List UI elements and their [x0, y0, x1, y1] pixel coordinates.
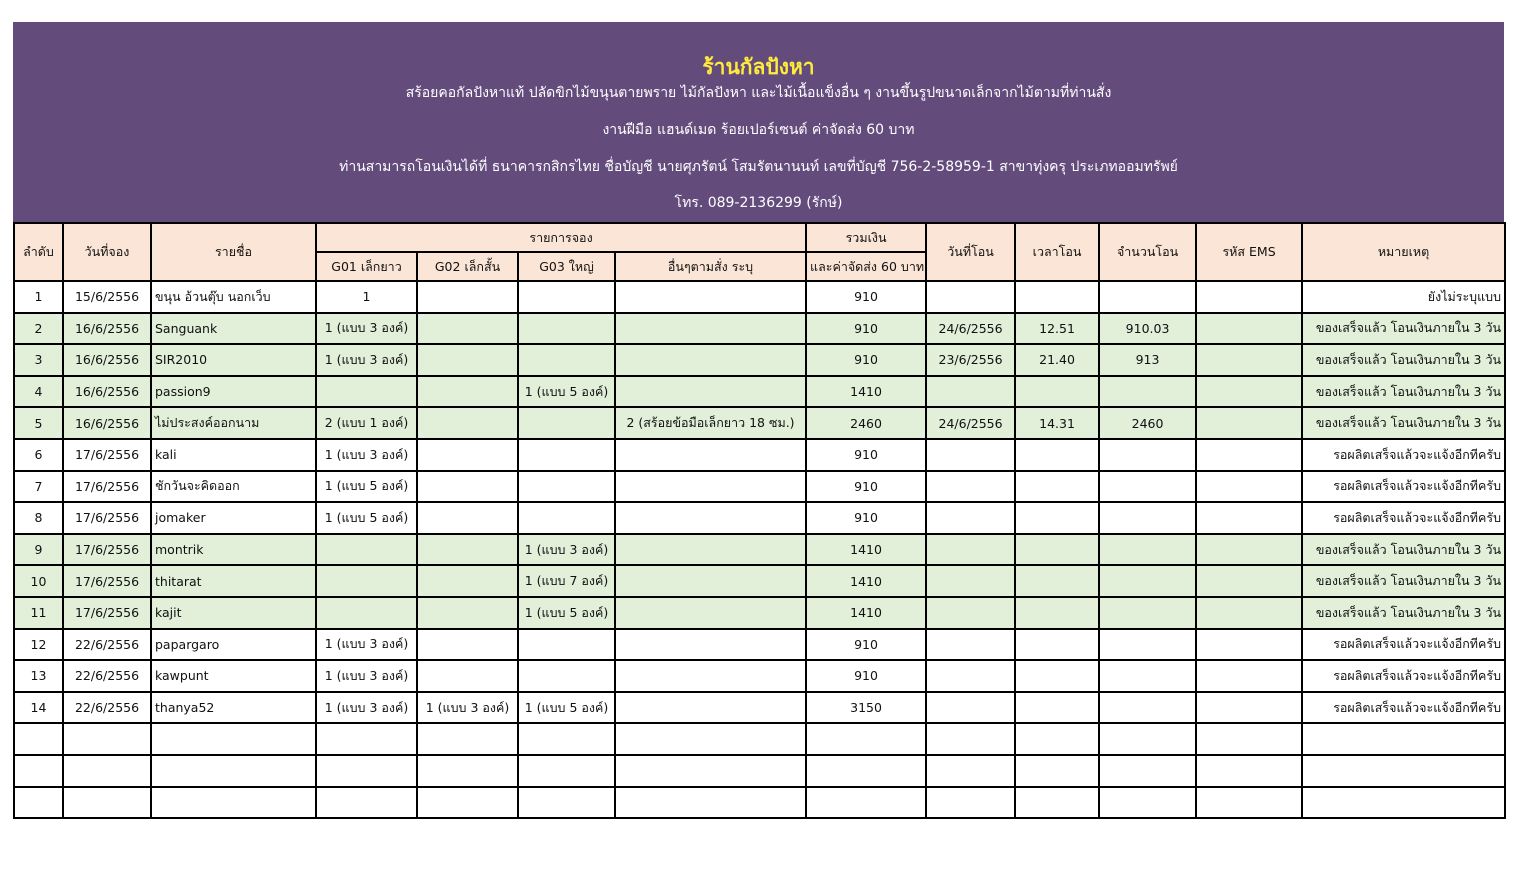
cell-total: 910	[806, 344, 926, 376]
cell-no	[14, 787, 63, 819]
cell-date	[63, 755, 151, 787]
cell-ems	[1196, 439, 1302, 471]
orders-table-body	[14, 281, 1505, 818]
cell-name: thitarat	[151, 565, 316, 597]
col-header-total-top: รวมเงิน	[806, 223, 926, 252]
cell-ems	[1196, 755, 1302, 787]
cell-other	[615, 376, 806, 408]
cell-amount	[1099, 281, 1196, 313]
col-header-total-bottom: และค่าจัดส่ง 60 บาท	[806, 252, 926, 281]
cell-g02	[417, 471, 518, 503]
cell-note: ของเสร็จแล้ว โอนเงินภายใน 3 วัน	[1302, 534, 1505, 566]
cell-name: papargaro	[151, 629, 316, 661]
shop-header	[13, 22, 1504, 222]
cell-other	[615, 565, 806, 597]
cell-other: 2 (สร้อยข้อมือเล็กยาว 18 ซม.)	[615, 407, 806, 439]
cell-transfer-time: 14.31	[1015, 407, 1099, 439]
cell-ems	[1196, 376, 1302, 408]
cell-date	[63, 787, 151, 819]
cell-total: 910	[806, 629, 926, 661]
cell-transfer-date	[926, 755, 1015, 787]
cell-g03	[518, 313, 615, 345]
cell-date: 17/6/2556	[63, 534, 151, 566]
cell-g03	[518, 787, 615, 819]
cell-total: 1410	[806, 597, 926, 629]
cell-date	[63, 723, 151, 755]
cell-date: 16/6/2556	[63, 407, 151, 439]
cell-date: 16/6/2556	[63, 313, 151, 345]
cell-transfer-date	[926, 376, 1015, 408]
cell-g01: 1 (แบบ 3 องค์)	[316, 629, 417, 661]
cell-g02	[417, 629, 518, 661]
cell-total: 3150	[806, 692, 926, 724]
cell-name: kali	[151, 439, 316, 471]
cell-no: 2	[14, 313, 63, 345]
cell-ems	[1196, 692, 1302, 724]
cell-g02	[417, 660, 518, 692]
cell-transfer-time	[1015, 660, 1099, 692]
cell-no: 5	[14, 407, 63, 439]
cell-g02	[417, 376, 518, 408]
table-row	[14, 723, 1505, 755]
cell-total	[806, 723, 926, 755]
cell-no: 8	[14, 502, 63, 534]
table-row	[14, 565, 1505, 597]
cell-transfer-date	[926, 629, 1015, 661]
cell-other	[615, 344, 806, 376]
cell-transfer-date	[926, 565, 1015, 597]
col-header-transfer-date: วันที่โอน	[926, 223, 1015, 281]
cell-transfer-time: 21.40	[1015, 344, 1099, 376]
cell-g03: 1 (แบบ 7 องค์)	[518, 565, 615, 597]
cell-no	[14, 755, 63, 787]
cell-total: 1410	[806, 534, 926, 566]
cell-note: รอผลิตเสร็จแล้วจะแจ้งอีกทีครับ	[1302, 471, 1505, 503]
cell-other	[615, 471, 806, 503]
cell-note: ของเสร็จแล้ว โอนเงินภายใน 3 วัน	[1302, 344, 1505, 376]
cell-no	[14, 723, 63, 755]
cell-note	[1302, 723, 1505, 755]
cell-no: 10	[14, 565, 63, 597]
cell-transfer-time: 12.51	[1015, 313, 1099, 345]
cell-name: SIR2010	[151, 344, 316, 376]
cell-transfer-time	[1015, 629, 1099, 661]
cell-other	[615, 281, 806, 313]
col-header-name: รายชื่อ	[151, 223, 316, 281]
cell-no: 9	[14, 534, 63, 566]
cell-g03: 1 (แบบ 3 องค์)	[518, 534, 615, 566]
cell-g02	[417, 755, 518, 787]
cell-ems	[1196, 281, 1302, 313]
cell-note: ของเสร็จแล้ว โอนเงินภายใน 3 วัน	[1302, 313, 1505, 345]
cell-g02	[417, 344, 518, 376]
cell-g01	[316, 755, 417, 787]
table-row	[14, 597, 1505, 629]
cell-no: 13	[14, 660, 63, 692]
cell-ems	[1196, 534, 1302, 566]
table-row	[14, 407, 1505, 439]
cell-g01: 1 (แบบ 3 องค์)	[316, 660, 417, 692]
cell-amount	[1099, 660, 1196, 692]
cell-amount	[1099, 534, 1196, 566]
cell-g02	[417, 534, 518, 566]
cell-name: montrik	[151, 534, 316, 566]
table-row	[14, 281, 1505, 313]
cell-g03	[518, 344, 615, 376]
orders-table	[13, 222, 1506, 819]
cell-name: ไม่ประสงค์ออกนาม	[151, 407, 316, 439]
cell-g01: 1 (แบบ 3 องค์)	[316, 344, 417, 376]
cell-g01	[316, 376, 417, 408]
cell-amount: 913	[1099, 344, 1196, 376]
cell-amount	[1099, 565, 1196, 597]
cell-name: kawpunt	[151, 660, 316, 692]
cell-g01: 1 (แบบ 3 องค์)	[316, 313, 417, 345]
cell-note: รอผลิตเสร็จแล้วจะแจ้งอีกทีครับ	[1302, 660, 1505, 692]
cell-transfer-date	[926, 723, 1015, 755]
cell-name	[151, 723, 316, 755]
cell-other	[615, 439, 806, 471]
cell-g02	[417, 787, 518, 819]
cell-g03	[518, 407, 615, 439]
cell-no: 3	[14, 344, 63, 376]
cell-total: 910	[806, 660, 926, 692]
cell-transfer-time	[1015, 439, 1099, 471]
cell-total: 2460	[806, 407, 926, 439]
cell-amount	[1099, 439, 1196, 471]
col-header-date: วันที่จอง	[63, 223, 151, 281]
cell-amount	[1099, 471, 1196, 503]
cell-g03	[518, 439, 615, 471]
cell-name: passion9	[151, 376, 316, 408]
cell-no: 6	[14, 439, 63, 471]
cell-amount	[1099, 787, 1196, 819]
table-row	[14, 787, 1505, 819]
cell-amount	[1099, 502, 1196, 534]
col-header-no: ลำดับ	[14, 223, 63, 281]
shop-handmade-note: งานฝีมือ แฮนด์เมด ร้อยเปอร์เซนต์ ค่าจัดส่ง 60 บาท	[602, 122, 915, 138]
cell-note: ของเสร็จแล้ว โอนเงินภายใน 3 วัน	[1302, 565, 1505, 597]
cell-transfer-time	[1015, 281, 1099, 313]
table-row	[14, 313, 1505, 345]
col-header-ems: รหัส EMS	[1196, 223, 1302, 281]
cell-other	[615, 660, 806, 692]
cell-g03	[518, 629, 615, 661]
cell-amount	[1099, 629, 1196, 661]
cell-g02	[417, 723, 518, 755]
cell-date: 17/6/2556	[63, 502, 151, 534]
cell-transfer-date	[926, 281, 1015, 313]
table-row	[14, 629, 1505, 661]
cell-note: ของเสร็จแล้ว โอนเงินภายใน 3 วัน	[1302, 376, 1505, 408]
cell-date: 16/6/2556	[63, 376, 151, 408]
cell-g03	[518, 755, 615, 787]
col-header-transfer-time: เวลาโอน	[1015, 223, 1099, 281]
cell-date: 17/6/2556	[63, 597, 151, 629]
cell-amount: 2460	[1099, 407, 1196, 439]
table-row	[14, 534, 1505, 566]
cell-amount	[1099, 755, 1196, 787]
cell-g02	[417, 597, 518, 629]
cell-other	[615, 534, 806, 566]
cell-ems	[1196, 787, 1302, 819]
bank-transfer-info: ท่านสามารถโอนเงินได้ที่ ธนาคารกสิกรไทย ชื่อบัญชี นายศุภรัตน์ โสมรัตนานนท์ เลขที่บัญชี 756-2-58959-1 สาขาทุ่งครุ ประเภทออมทรัพย์	[339, 159, 1178, 175]
table-row	[14, 660, 1505, 692]
cell-date: 17/6/2556	[63, 565, 151, 597]
cell-g02	[417, 439, 518, 471]
cell-note: รอผลิตเสร็จแล้วจะแจ้งอีกทีครับ	[1302, 692, 1505, 724]
cell-ems	[1196, 471, 1302, 503]
cell-total: 1410	[806, 565, 926, 597]
cell-ems	[1196, 407, 1302, 439]
table-row	[14, 439, 1505, 471]
cell-g01	[316, 723, 417, 755]
cell-transfer-time	[1015, 692, 1099, 724]
table-row	[14, 376, 1505, 408]
cell-transfer-time	[1015, 755, 1099, 787]
cell-date: 17/6/2556	[63, 471, 151, 503]
cell-g03	[518, 281, 615, 313]
cell-g01	[316, 534, 417, 566]
cell-date: 22/6/2556	[63, 660, 151, 692]
cell-amount	[1099, 597, 1196, 629]
cell-note: ยังไม่ระบุแบบ	[1302, 281, 1505, 313]
cell-g01: 1 (แบบ 5 องค์)	[316, 471, 417, 503]
cell-transfer-time	[1015, 597, 1099, 629]
cell-transfer-date	[926, 534, 1015, 566]
cell-no: 14	[14, 692, 63, 724]
cell-g01	[316, 565, 417, 597]
cell-total	[806, 755, 926, 787]
cell-note: รอผลิตเสร็จแล้วจะแจ้งอีกทีครับ	[1302, 629, 1505, 661]
cell-g03	[518, 471, 615, 503]
cell-note: ของเสร็จแล้ว โอนเงินภายใน 3 วัน	[1302, 597, 1505, 629]
table-row	[14, 755, 1505, 787]
cell-date: 17/6/2556	[63, 439, 151, 471]
cell-name: ขนุน อ้วนตุ๊บ นอกเว็บ	[151, 281, 316, 313]
cell-g03	[518, 502, 615, 534]
cell-g02: 1 (แบบ 3 องค์)	[417, 692, 518, 724]
cell-g02	[417, 281, 518, 313]
cell-g01: 2 (แบบ 1 องค์)	[316, 407, 417, 439]
cell-other	[615, 755, 806, 787]
cell-transfer-time	[1015, 565, 1099, 597]
cell-no: 12	[14, 629, 63, 661]
cell-other	[615, 787, 806, 819]
cell-g03: 1 (แบบ 5 องค์)	[518, 597, 615, 629]
cell-transfer-date	[926, 471, 1015, 503]
cell-no: 4	[14, 376, 63, 408]
cell-g01	[316, 597, 417, 629]
cell-other	[615, 313, 806, 345]
col-header-g02: G02 เล็กสั้น	[417, 252, 518, 281]
table-row	[14, 502, 1505, 534]
cell-total: 910	[806, 439, 926, 471]
cell-transfer-time	[1015, 534, 1099, 566]
cell-total: 910	[806, 471, 926, 503]
cell-no: 7	[14, 471, 63, 503]
cell-name	[151, 755, 316, 787]
cell-note	[1302, 787, 1505, 819]
cell-transfer-date	[926, 692, 1015, 724]
cell-total	[806, 787, 926, 819]
cell-transfer-time	[1015, 723, 1099, 755]
cell-g01	[316, 787, 417, 819]
cell-transfer-date	[926, 787, 1015, 819]
cell-ems	[1196, 502, 1302, 534]
cell-transfer-date	[926, 439, 1015, 471]
cell-no: 1	[14, 281, 63, 313]
cell-transfer-time	[1015, 787, 1099, 819]
cell-transfer-date: 23/6/2556	[926, 344, 1015, 376]
cell-amount	[1099, 692, 1196, 724]
cell-ems	[1196, 344, 1302, 376]
col-header-note: หมายเหตุ	[1302, 223, 1505, 281]
cell-transfer-date: 24/6/2556	[926, 407, 1015, 439]
cell-other	[615, 629, 806, 661]
cell-g02	[417, 502, 518, 534]
cell-other	[615, 692, 806, 724]
cell-note: ของเสร็จแล้ว โอนเงินภายใน 3 วัน	[1302, 407, 1505, 439]
cell-transfer-date	[926, 597, 1015, 629]
cell-amount	[1099, 376, 1196, 408]
cell-date: 22/6/2556	[63, 629, 151, 661]
contact-phone: โทร. 089-2136299 (รักษ์)	[674, 195, 843, 211]
cell-total: 1410	[806, 376, 926, 408]
cell-name: thanya52	[151, 692, 316, 724]
cell-ems	[1196, 565, 1302, 597]
cell-transfer-date	[926, 660, 1015, 692]
cell-other	[615, 723, 806, 755]
cell-g02	[417, 565, 518, 597]
cell-name	[151, 787, 316, 819]
cell-note: รอผลิตเสร็จแล้วจะแจ้งอีกทีครับ	[1302, 502, 1505, 534]
cell-transfer-time	[1015, 376, 1099, 408]
cell-date: 22/6/2556	[63, 692, 151, 724]
cell-g01: 1	[316, 281, 417, 313]
cell-date: 16/6/2556	[63, 344, 151, 376]
cell-total: 910	[806, 281, 926, 313]
cell-total: 910	[806, 502, 926, 534]
cell-other	[615, 502, 806, 534]
cell-name: ชักวันจะคิดออก	[151, 471, 316, 503]
cell-ems	[1196, 629, 1302, 661]
cell-g02	[417, 313, 518, 345]
cell-no: 11	[14, 597, 63, 629]
cell-g01: 1 (แบบ 3 องค์)	[316, 692, 417, 724]
cell-name: kajit	[151, 597, 316, 629]
col-header-other: อื่นๆตามสั่ง ระบุ	[615, 252, 806, 281]
cell-amount	[1099, 723, 1196, 755]
col-header-amount: จำนวนโอน	[1099, 223, 1196, 281]
cell-g01: 1 (แบบ 3 องค์)	[316, 439, 417, 471]
cell-g03: 1 (แบบ 5 องค์)	[518, 692, 615, 724]
cell-g03: 1 (แบบ 5 องค์)	[518, 376, 615, 408]
cell-g03	[518, 660, 615, 692]
cell-ems	[1196, 723, 1302, 755]
shop-title: ร้านกัลปังหา	[702, 55, 815, 79]
cell-transfer-time	[1015, 502, 1099, 534]
cell-name: jomaker	[151, 502, 316, 534]
table-row	[14, 471, 1505, 503]
cell-ems	[1196, 660, 1302, 692]
cell-name: Sanguank	[151, 313, 316, 345]
cell-total: 910	[806, 313, 926, 345]
table-row	[14, 692, 1505, 724]
cell-ems	[1196, 597, 1302, 629]
cell-g02	[417, 407, 518, 439]
cell-ems	[1196, 313, 1302, 345]
shop-description: สร้อยคอกัลปังหาแท้ ปลัดขิกไม้ขนุนตายพราย ไม้กัลปังหา และไม้เนื้อแข็งอื่น ๆ งานขึ้นรูปขนาดเล็กจากไม้ตามที่ท่านสั่ง	[405, 85, 1112, 101]
col-header-g01: G01 เล็กยาว	[316, 252, 417, 281]
cell-note	[1302, 755, 1505, 787]
cell-other	[615, 597, 806, 629]
cell-g01: 1 (แบบ 5 องค์)	[316, 502, 417, 534]
cell-g03	[518, 723, 615, 755]
col-header-items: รายการจอง	[316, 223, 806, 252]
cell-transfer-date: 24/6/2556	[926, 313, 1015, 345]
cell-transfer-time	[1015, 471, 1099, 503]
cell-date: 15/6/2556	[63, 281, 151, 313]
cell-transfer-date	[926, 502, 1015, 534]
table-row	[14, 344, 1505, 376]
cell-note: รอผลิตเสร็จแล้วจะแจ้งอีกทีครับ	[1302, 439, 1505, 471]
col-header-g03: G03 ใหญ่	[518, 252, 615, 281]
cell-amount: 910.03	[1099, 313, 1196, 345]
